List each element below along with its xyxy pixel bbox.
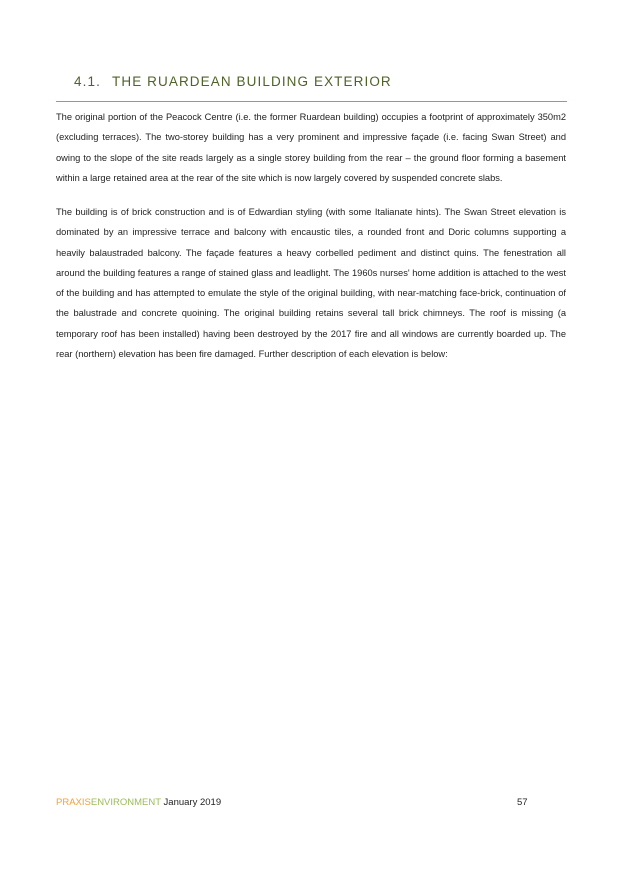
footer-date: January 2019 (163, 797, 222, 808)
heading-divider (56, 101, 567, 102)
section-heading (74, 74, 392, 89)
section-title: THE RUARDEAN BUILDING EXTERIOR (112, 74, 392, 89)
footer-brand-praxis: PRAXIS (56, 797, 91, 808)
footer-brand-environment: ENVIRONMENT (90, 797, 161, 808)
section-number: 4.1. (74, 74, 101, 89)
body-paragraph-1: The original portion of the Peacock Centre (i.e. the former Ruardean building) occupies a footprint of approximately 350m2 (excluding terraces). The two-storey building has a very prominent and impressive façade (i.e. facing Swan Street) and owing to the slope of the site reads largely as a single storey building from the rear – the ground floor forming a basement within a large retained area at the rear of the site which is now largely covered by suspended concrete slabs. (56, 112, 566, 183)
body-paragraph-2: The building is of brick construction and is of Edwardian styling (with some Italianate hints). The Swan Street elevation is dominated by an impressive terrace and balcony with encaustic tiles, a rounded front and Doric columns supporting a heavily balaustraded balcony. The façade features a heavy corbelled pediment and distinct quins. The fenestration all around the building features a range of stained glass and leadlight. The 1960s nurses' home addition is attached to the west of the building and has attempted to emulate the style of the original building, with near-matching face-brick, continuation of the balustrade and concrete quoining. The original building retains several tall brick chimneys. The roof is missing (a temporary roof has been installed) having been destroyed by the 2017 fire and all windows are currently boarded up. The rear (northern) elevation has been fire damaged. Further description of each elevation is below: (56, 207, 566, 360)
page-number: 57 (517, 797, 528, 808)
page-footer (56, 797, 221, 808)
